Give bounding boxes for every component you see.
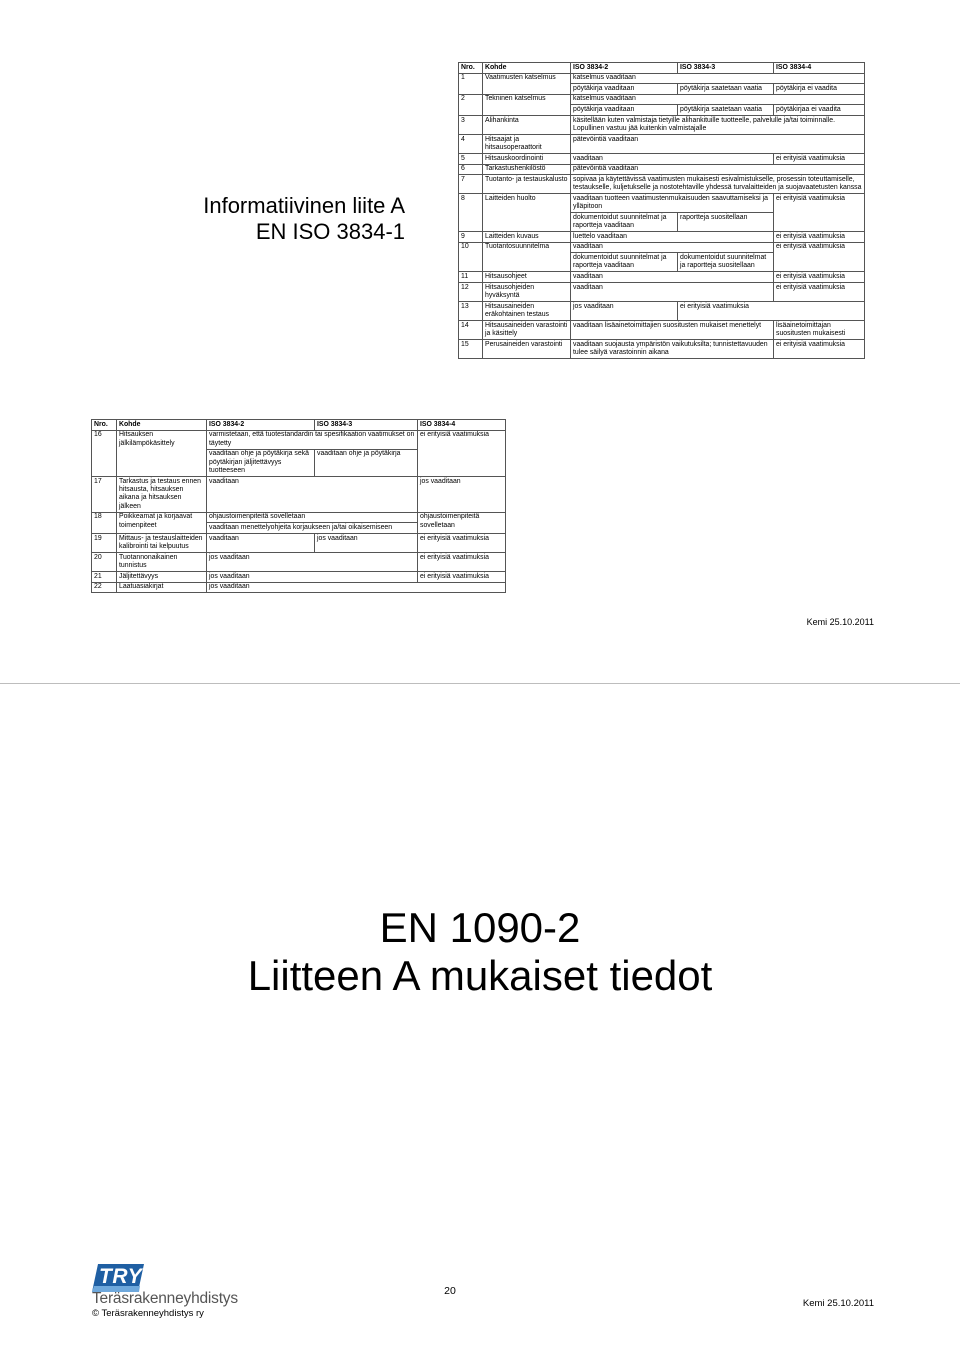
table-row xyxy=(92,477,506,513)
header-iso-3834-4: ISO 3834-4 xyxy=(418,420,506,431)
cell-iso-3834-2: dokumentoidut suunnitelmat ja raportteja vaaditaan xyxy=(571,253,678,272)
cell-iso-3834-2-3: luettelo vaaditaan xyxy=(571,232,774,243)
cell-kohde: Alihankinta xyxy=(483,115,571,134)
cell-iso-3834-2-3: vaaditaan lisäainetoimittajien suositusten mukaiset menettelyt xyxy=(571,320,774,339)
table-row xyxy=(92,534,506,553)
table-row xyxy=(92,512,506,523)
table-row xyxy=(459,153,865,164)
cell-iso-3834-4: jos vaaditaan xyxy=(418,477,506,513)
table-row xyxy=(92,572,506,583)
cell-nro: 15 xyxy=(459,339,483,358)
table-row xyxy=(459,164,865,175)
cell-iso-3834-2-3: varmistetaan, että tuotestandardin tai spesifikaation vaatimukset on täytetty xyxy=(207,430,418,449)
cell-kohde: Poikkeamat ja korjaavat toimenpiteet xyxy=(117,512,207,533)
cell-kohde: Laitteiden huolto xyxy=(483,194,571,232)
cell-nro: 2 xyxy=(459,94,483,115)
cell-iso-3834-2-3: jos vaaditaan xyxy=(207,572,418,583)
table-header-row xyxy=(459,63,865,74)
cell-iso-3834-3: raportteja suositellaan xyxy=(678,213,774,232)
cell-iso-3834-2: jos vaaditaan xyxy=(571,301,678,320)
cell-iso-3834-2-3: vaaditaan xyxy=(571,272,774,283)
cell-iso-3834-4: pöytäkirja ei vaadita xyxy=(774,84,865,95)
cell-iso-3834-2: vaaditaan xyxy=(207,534,315,553)
cell-iso-3834-2-3: ohjaustoimenpiteitä sovelletaan xyxy=(207,512,418,523)
cell-nro: 1 xyxy=(459,73,483,94)
table-row xyxy=(459,339,865,358)
cell-nro: 3 xyxy=(459,115,483,134)
cell-nro: 20 xyxy=(92,553,117,572)
cell-iso-3834-2-3: vaaditaan tuotteen vaatimustenmukaisuuden saavuttamiseksi ja ylläpitoon xyxy=(571,194,774,213)
header-kohde: Kohde xyxy=(483,63,571,74)
cell-nro: 7 xyxy=(459,175,483,194)
title-line-2: EN ISO 3834-1 xyxy=(255,219,405,244)
cell-iso-3834-3: vaaditaan ohje ja pöytäkirja xyxy=(315,449,418,476)
table-row xyxy=(459,94,865,105)
cell-nro: 4 xyxy=(459,134,483,153)
header-kohde: Kohde xyxy=(117,420,207,431)
table-row xyxy=(92,582,506,593)
cell-iso-3834-2: pöytäkirja vaaditaan xyxy=(571,84,678,95)
cell-iso-3834-2-3: vaaditaan xyxy=(571,153,774,164)
cell-requirement: katselmus vaaditaan xyxy=(571,94,865,105)
table-row xyxy=(459,134,865,153)
table-row xyxy=(459,272,865,283)
cell-nro: 5 xyxy=(459,153,483,164)
cell-nro: 13 xyxy=(459,301,483,320)
iso-3834-table-part-2 xyxy=(91,419,506,593)
cell-iso-3834-2: dokumentoidut suunnitelmat ja raportteja vaaditaan xyxy=(571,213,678,232)
cell-nro: 22 xyxy=(92,582,117,593)
table-row xyxy=(459,73,865,84)
cell-nro: 6 xyxy=(459,164,483,175)
table-row xyxy=(459,232,865,243)
table-row xyxy=(92,553,506,572)
cell-kohde: Tarkastushenkilöstö xyxy=(483,164,571,175)
cell-iso-3834-3: pöytäkirja saatetaan vaatia xyxy=(678,105,774,116)
cell-iso-3834-4: pöytäkirjaa ei vaadita xyxy=(774,105,865,116)
slide-2 xyxy=(0,684,960,1367)
cell-requirement: pätevöintiä vaaditaan xyxy=(571,164,865,175)
slide-2-footer-date: Kemi 25.10.2011 xyxy=(802,1298,874,1309)
cell-nro: 17 xyxy=(92,477,117,513)
cell-iso-3834-4: ei erityisiä vaatimuksia xyxy=(774,282,865,301)
cell-kohde: Tarkastus ja testaus ennen hitsausta, hitsauksen aikana ja hitsauksen jälkeen xyxy=(117,477,207,513)
cell-requirement: sopivaa ja käytettävissä vaatimusten mukaisesti esivalmistukselle, prosessin toteuttamiselle, testaukselle, kuljetukselle ja nostotehtaville yhdessä turvalaitteiden ja suojavaatetusten kanssa xyxy=(571,175,865,194)
cell-iso-3834-3: pöytäkirja saatetaan vaatia xyxy=(678,84,774,95)
cell-nro: 16 xyxy=(92,430,117,476)
cell-iso-3834-4: ei erityisiä vaatimuksia xyxy=(774,153,865,164)
cell-nro: 21 xyxy=(92,572,117,583)
title-line-2: Liitteen A mukaiset tiedot xyxy=(247,952,713,999)
cell-iso-3834-4: ei erityisiä vaatimuksia xyxy=(774,232,865,243)
cell-kohde: Jäljitettävyys xyxy=(117,572,207,583)
header-nro: Nro. xyxy=(459,63,483,74)
table-row xyxy=(459,194,865,213)
cell-requirement: jos vaaditaan xyxy=(207,582,506,593)
cell-iso-3834-4: ohjaustoimenpiteitä sovelletaan xyxy=(418,512,506,533)
logo-name: Teräsrakenneyhdistys xyxy=(92,1290,238,1307)
table-row xyxy=(459,320,865,339)
cell-kohde: Tuotantosuunnitelma xyxy=(483,242,571,272)
table-row xyxy=(459,242,865,253)
header-iso-3834-4: ISO 3834-4 xyxy=(774,63,865,74)
title-line-1: Informatiivinen liite A xyxy=(203,193,405,218)
table-row xyxy=(92,430,506,449)
cell-iso-3834-2-3: vaaditaan xyxy=(571,282,774,301)
page-number: 20 xyxy=(444,1285,456,1297)
table-row xyxy=(459,282,865,301)
cell-iso-3834-4: ei erityisiä vaatimuksia xyxy=(774,194,865,232)
cell-iso-3834-3: jos vaaditaan xyxy=(315,534,418,553)
cell-iso-3834-2-3: vaaditaan xyxy=(571,242,774,253)
header-nro: Nro. xyxy=(92,420,117,431)
cell-kohde: Tuotanto- ja testauskalusto xyxy=(483,175,571,194)
cell-requirement: pätevöintiä vaaditaan xyxy=(571,134,865,153)
header-iso-3834-2: ISO 3834-2 xyxy=(207,420,315,431)
cell-kohde: Hitsausaineiden eräkohtainen testaus xyxy=(483,301,571,320)
cell-kohde: Hitsausohjeiden hyväksyntä xyxy=(483,282,571,301)
table-row xyxy=(459,115,865,134)
table-row xyxy=(459,301,865,320)
cell-kohde: Hitsausohjeet xyxy=(483,272,571,283)
iso-3834-table-part-1 xyxy=(458,62,865,359)
table-header-row xyxy=(92,420,506,431)
cell-kohde: Hitsaajat ja hitsausoperaattorit xyxy=(483,134,571,153)
cell-kohde: Mittaus- ja testauslaitteiden kalibrointi tai kelpuutus xyxy=(117,534,207,553)
cell-nro: 18 xyxy=(92,512,117,533)
cell-nro: 10 xyxy=(459,242,483,272)
cell-iso-3834-3: dokumentoidut suunnitelmat ja raportteja suositellaan xyxy=(678,253,774,272)
cell-nro: 12 xyxy=(459,282,483,301)
cell-kohde: Hitsausaineiden varastointi ja käsittely xyxy=(483,320,571,339)
cell-nro: 14 xyxy=(459,320,483,339)
copyright-text: © Teräsrakenneyhdistys ry xyxy=(92,1308,204,1319)
cell-iso-3834-4: ei erityisiä vaatimuksia xyxy=(774,242,865,272)
slide-2-title xyxy=(0,904,960,1000)
cell-kohde: Laatuasiakirjat xyxy=(117,582,207,593)
cell-kohde: Hitsauskoordinointi xyxy=(483,153,571,164)
header-iso-3834-3: ISO 3834-3 xyxy=(315,420,418,431)
cell-kohde: Hitsauksen jälkilämpökäsittely xyxy=(117,430,207,476)
cell-kohde: Tuotannonaikainen tunnistus xyxy=(117,553,207,572)
cell-iso-3834-2: pöytäkirja vaaditaan xyxy=(571,105,678,116)
cell-iso-3834-4: ei erityisiä vaatimuksia xyxy=(774,339,865,358)
header-iso-3834-2: ISO 3834-2 xyxy=(571,63,678,74)
cell-kohde: Tekninen katselmus xyxy=(483,94,571,115)
cell-iso-3834-2-3: vaaditaan suojausta ympäristön vaikutuksilta; tunnistettavuuden tulee säilyä varastoinnin aikana xyxy=(571,339,774,358)
table-row xyxy=(459,175,865,194)
title-line-1: EN 1090-2 xyxy=(379,904,581,951)
cell-iso-3834-2-3: vaaditaan xyxy=(207,477,418,513)
cell-iso-3834-4: ei erityisiä vaatimuksia xyxy=(418,430,506,476)
slide-1-footer-date: Kemi 25.10.2011 xyxy=(806,617,874,627)
cell-iso-3834-3-4: ei erityisiä vaatimuksia xyxy=(678,301,865,320)
logo-mark-text: TRY xyxy=(99,1265,143,1288)
cell-nro: 11 xyxy=(459,272,483,283)
cell-nro: 19 xyxy=(92,534,117,553)
cell-requirement: katselmus vaaditaan xyxy=(571,73,865,84)
cell-nro: 9 xyxy=(459,232,483,243)
slide-1-title xyxy=(150,193,405,245)
cell-iso-3834-4: ei erityisiä vaatimuksia xyxy=(774,272,865,283)
cell-iso-3834-2-3: vaaditaan menettelyohjeita korjaukseen ja/tai oikaisemiseen xyxy=(207,523,418,534)
cell-requirement: käsitellään kuten valmistaja tietyille alihankituille tuotteelle, palvelulle ja/tai toiminnalle. Lopullinen vastuu jää kuitenkin valmistajalle xyxy=(571,115,865,134)
cell-kohde: Perusaineiden varastointi xyxy=(483,339,571,358)
cell-iso-3834-2: vaaditaan ohje ja pöytäkirja sekä pöytäkirjan jäljitettävyys tuotteeseen xyxy=(207,449,315,476)
cell-iso-3834-4: lisäainetoimittajan suositusten mukaisesti xyxy=(774,320,865,339)
cell-iso-3834-4: ei erityisiä vaatimuksia xyxy=(418,534,506,553)
cell-nro: 8 xyxy=(459,194,483,232)
header-iso-3834-3: ISO 3834-3 xyxy=(678,63,774,74)
cell-iso-3834-2-3: jos vaaditaan xyxy=(207,553,418,572)
cell-kohde: Laitteiden kuvaus xyxy=(483,232,571,243)
cell-iso-3834-4: ei erityisiä vaatimuksia xyxy=(418,553,506,572)
cell-kohde: Vaatimusten katselmus xyxy=(483,73,571,94)
cell-iso-3834-4: ei erityisiä vaatimuksia xyxy=(418,572,506,583)
